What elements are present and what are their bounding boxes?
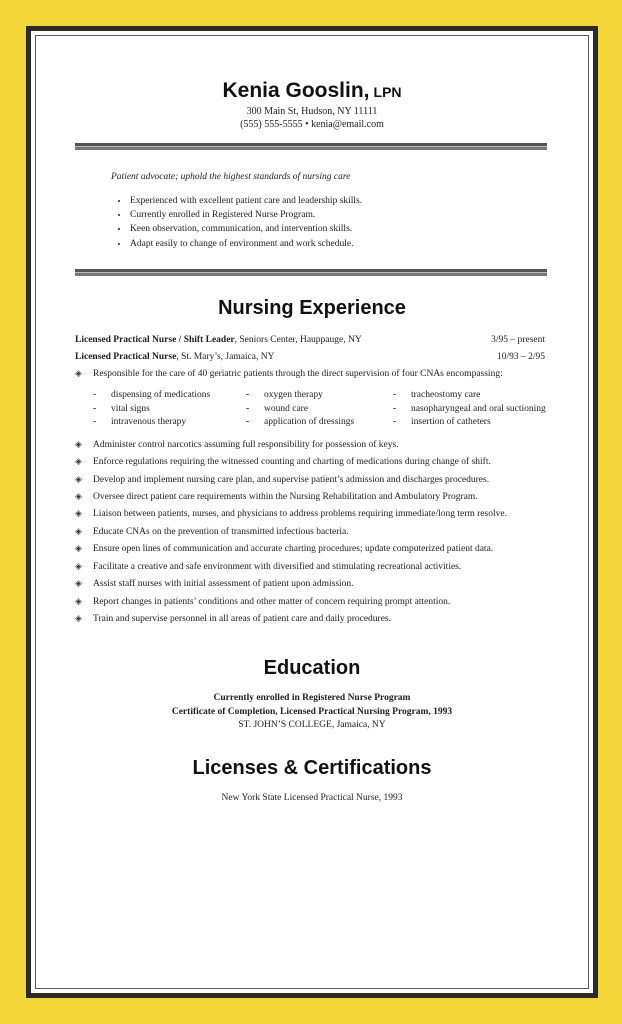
job-place: , St. Mary’s, Jamaica, NY <box>176 352 275 362</box>
resume-frame <box>26 26 598 998</box>
education-line: Certificate of Completion, Licensed Practical Nursing Program, 1993 <box>171 706 453 717</box>
duty-text: Administer control narcotics assuming full responsibility for possession of keys. <box>93 440 399 450</box>
duty-text: Liaison between patients, nurses, and physicians to address problems requiring immediate/long term resolve. <box>93 509 507 519</box>
job-role: Licensed Practical Nurse <box>75 352 177 362</box>
address: 300 Main St, Hudson, NY 11111 <box>246 106 378 117</box>
duty-item <box>75 440 565 450</box>
diamond-bullet-icon: ◈ <box>75 614 82 624</box>
duty-item <box>75 579 565 589</box>
summary-item: • Adapt easily to change of environment and work schedule. <box>129 237 362 251</box>
summary-item: • Keen observation, communication, and intervention skills. <box>129 222 362 236</box>
diamond-bullet-icon: ◈ <box>75 527 82 537</box>
duty-item <box>75 614 565 624</box>
skill-item: - tracheostomy care <box>393 390 481 400</box>
job-entry <box>75 352 545 362</box>
duty-item <box>75 492 565 502</box>
diamond-bullet-icon: ◈ <box>75 544 82 554</box>
divider-middle <box>75 269 547 276</box>
divider-top <box>75 143 547 150</box>
duty-text: Educate CNAs on the prevention of transmitted infectious bacteria. <box>93 527 349 537</box>
duty-text: Facilitate a creative and safe environment with diversified and stimulating recreational activities. <box>93 562 462 572</box>
duty-item <box>75 509 565 519</box>
duty-text: Ensure open lines of communication and accurate charting procedures; update computerized patient data. <box>93 544 494 554</box>
header <box>31 79 593 131</box>
duty-item <box>75 544 565 554</box>
objective: Patient advocate; uphold the highest standards of nursing care <box>111 172 351 182</box>
diamond-bullet-icon: ◈ <box>75 440 82 450</box>
skill-item: - dispensing of medications <box>93 390 211 400</box>
education-line: Currently enrolled in Registered Nurse Program <box>213 693 411 703</box>
diamond-bullet-icon: ◈ <box>75 457 82 467</box>
duty-item <box>75 475 565 485</box>
license-line: New York State Licensed Practical Nurse, 1993 <box>221 793 403 803</box>
duty-text: Responsible for the care of 40 geriatric patients through the direct supervision of four CNAs encompassing: <box>93 369 503 379</box>
duty-text: Report changes in patients’ conditions and other matter of concern requiring prompt attention. <box>93 597 451 607</box>
skill-item: - vital signs <box>93 403 150 414</box>
diamond-bullet-icon: ◈ <box>75 475 82 485</box>
duty-item <box>75 527 565 537</box>
skill-item: - application of dressings <box>246 417 355 427</box>
diamond-bullet-icon: ◈ <box>75 509 82 519</box>
diamond-bullet-icon: ◈ <box>75 369 82 379</box>
job-entry <box>75 335 545 345</box>
skill-item: - nasopharyngeal and oral suctioning <box>393 403 546 414</box>
job-dates: 10/93 – 2/95 <box>496 352 545 362</box>
summary-item: • Currently enrolled in Registered Nurse Program. <box>129 208 362 222</box>
skill-item: - insertion of catheters <box>393 417 491 427</box>
education-line: ST. JOHN’S COLLEGE, Jamaica, NY <box>238 720 386 730</box>
candidate-name: Kenia Gooslin, <box>222 79 370 102</box>
duty-item <box>75 457 565 467</box>
duty-text: Enforce regulations requiring the witnessed counting and charting of medications during change of shift. <box>93 457 491 467</box>
diamond-bullet-icon: ◈ <box>75 492 82 502</box>
duty-text: Oversee direct patient care requirements within the Nursing Rehabilitation and Ambulatory Program. <box>93 492 478 502</box>
duty-text: Develop and implement nursing care plan, and supervise patient’s admission and discharges procedures. <box>93 475 490 485</box>
diamond-bullet-icon: ◈ <box>75 597 82 607</box>
credential: LPN <box>373 84 402 100</box>
diamond-bullet-icon: ◈ <box>75 562 82 572</box>
diamond-bullet-icon: ◈ <box>75 579 82 589</box>
duty-text: Train and supervise personnel in all areas of patient care and daily procedures. <box>93 614 392 624</box>
experience-title: Nursing Experience <box>218 297 406 319</box>
summary-list <box>111 194 362 251</box>
duty-text: Assist staff nurses with initial assessment of patient upon admission. <box>93 579 354 589</box>
duty-intro <box>75 369 565 379</box>
licenses-block <box>31 792 593 806</box>
skill-item: - wound care <box>246 403 309 414</box>
skill-item: - intravenous therapy <box>93 417 187 427</box>
skills-column <box>393 389 546 430</box>
education-title: Education <box>263 657 361 679</box>
contact-info: (555) 555-5555 • kenia@email.com <box>240 119 384 130</box>
duty-item <box>75 597 565 607</box>
skill-item: - oxygen therapy <box>246 390 323 400</box>
skills-column <box>246 389 354 430</box>
summary-item: • Experienced with excellent patient care and leadership skills. <box>129 194 362 208</box>
education-block <box>31 692 593 733</box>
licenses-title: Licenses & Certifications <box>192 757 432 779</box>
job-dates: 3/95 – present <box>491 335 545 345</box>
job-place: , Seniors Center, Hauppauge, NY <box>234 335 362 345</box>
skills-column <box>93 389 210 430</box>
job-role: Licensed Practical Nurse / Shift Leader <box>75 335 235 345</box>
duty-item <box>75 562 565 572</box>
